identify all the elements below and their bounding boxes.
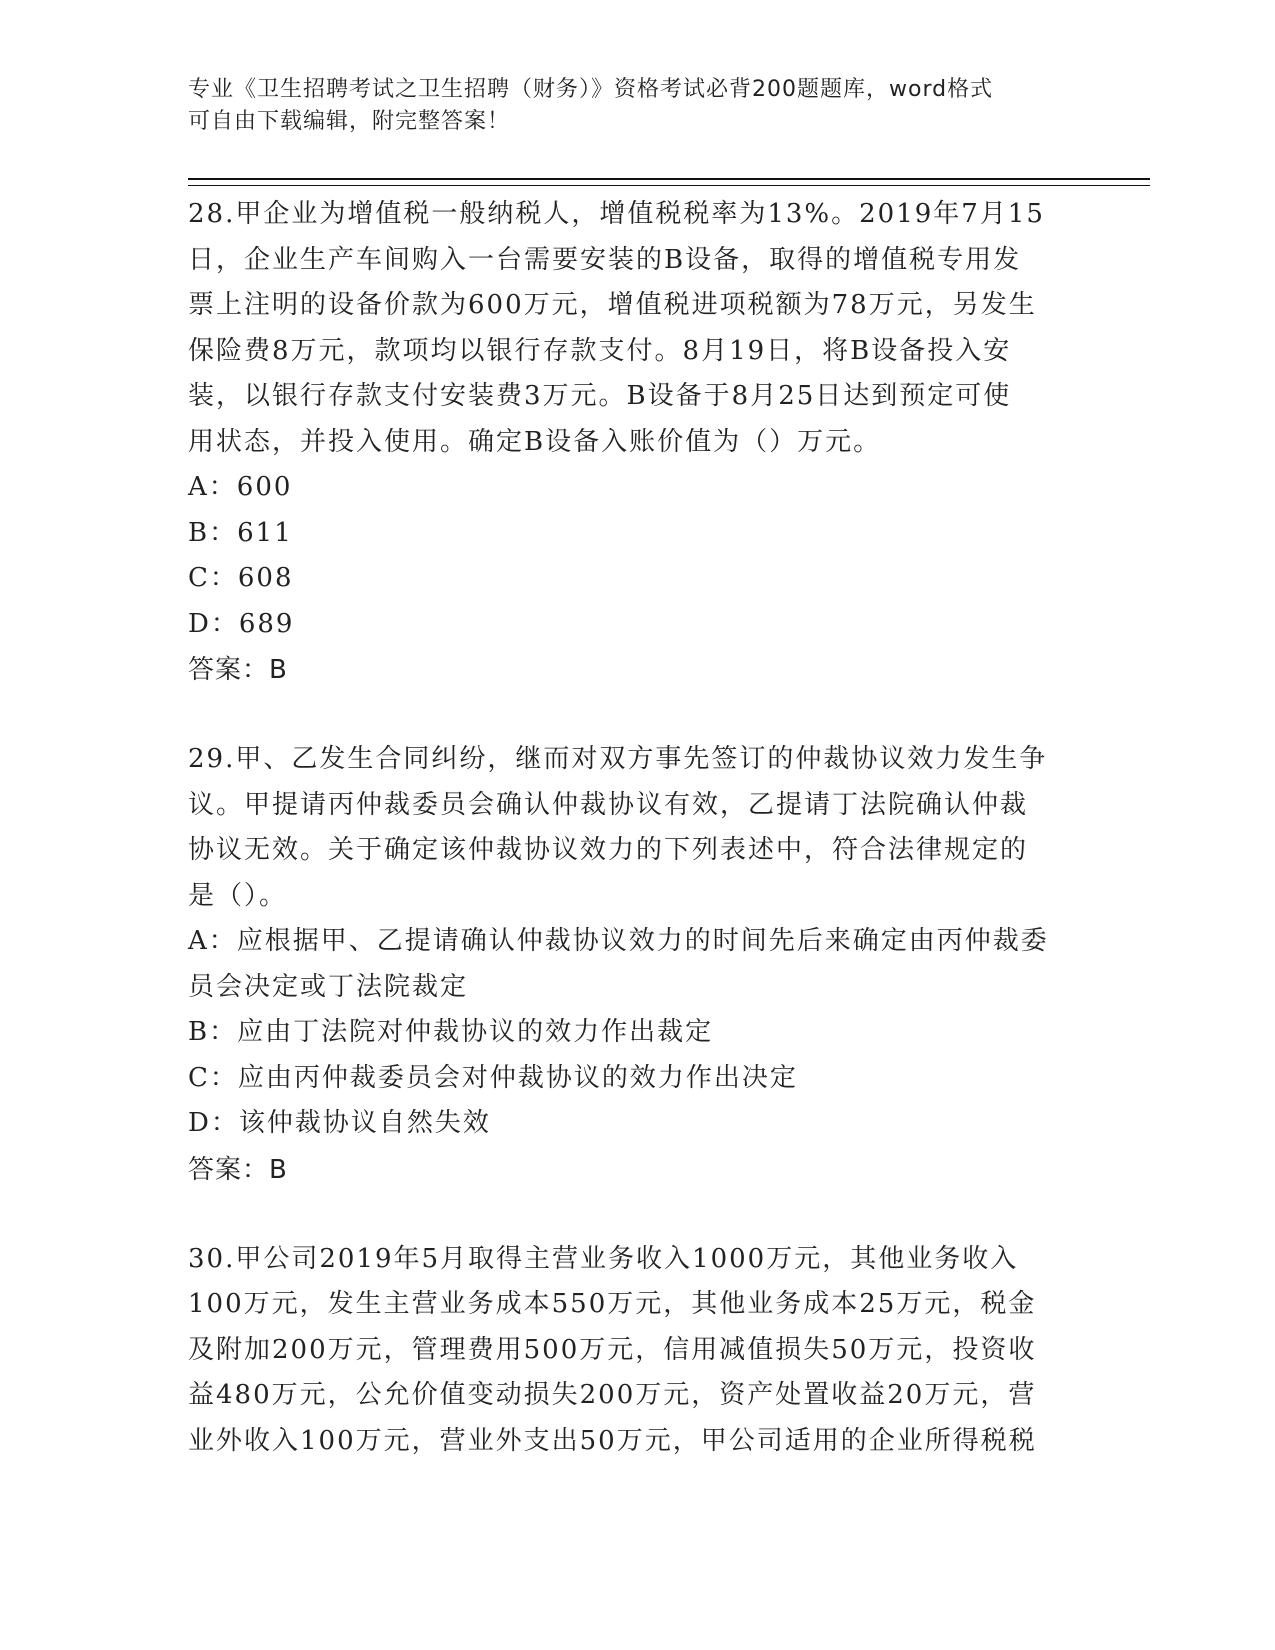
question-30 xyxy=(188,1237,1088,1465)
question-list xyxy=(188,192,1088,1464)
question-text-line: 用状态，并投入使用。确定B设备入账价值为（）万元。 xyxy=(188,426,882,457)
option-d: D：该仲裁协议自然失效 xyxy=(188,1108,491,1138)
question-spacer xyxy=(188,1193,1088,1237)
option-b: B：应由丁法院对仲裁协议的效力作出裁定 xyxy=(188,1017,714,1047)
header-divider-thick xyxy=(188,178,1150,180)
question-text-line: 是（）。 xyxy=(188,880,288,911)
option-d: D：689 xyxy=(188,608,295,639)
question-text-line: 日，企业生产车间购入一台需要安装的B设备，取得的增值税专用发 xyxy=(188,244,1022,275)
option-a: A：600 xyxy=(188,472,293,502)
question-29 xyxy=(188,737,1088,1193)
option-a: A：应根据甲、乙提请确认仲裁协议效力的时间先后来确定由丙仲裁委 xyxy=(188,926,1049,956)
question-spacer xyxy=(188,693,1088,737)
question-28 xyxy=(188,192,1088,693)
header-title-line-1: 专业《卫生招聘考试之卫生招聘（财务）》资格考试必背200题题库，word格式 xyxy=(188,77,994,102)
option-c: C：608 xyxy=(188,563,294,593)
question-text-line: 100万元，发生主营业务成本550万元，其他业务成本25万元，税金 xyxy=(188,1289,1037,1319)
question-text-line: 益480万元，公允价值变动损失200万元，资产处置收益20万元，营 xyxy=(188,1380,1037,1410)
option-a-continued: 员会决定或丁法院裁定 xyxy=(188,971,469,1002)
question-text-line: 业外收入100万元，营业外支出50万元，甲公司适用的企业所得税税 xyxy=(188,1425,1037,1456)
question-text-line: 装，以银行存款支付安装费3万元。B设备于8月25日达到预定可使 xyxy=(188,381,1012,411)
question-text-line: 票上注明的设备价款为600万元，增值税进项税额为78万元，另发生 xyxy=(188,290,1037,320)
question-text-line: 保险费8万元，款项均以银行存款支付。8月19日，将B设备投入安 xyxy=(188,335,1012,366)
question-text-line: 29.甲、乙发生合同纠纷，继而对双方事先签订的仲裁协议效力发生争 xyxy=(188,744,1048,774)
question-text-line: 28.甲企业为增值税一般纳税人，增值税税率为13%。2019年7月15 xyxy=(188,199,1045,229)
answer-line: 答案：B xyxy=(188,655,288,685)
option-c: C：应由丙仲裁委员会对仲裁协议的效力作出决定 xyxy=(188,1062,798,1093)
question-text-line: 及附加200万元，管理费用500万元，信用减值损失50万元，投资收 xyxy=(188,1334,1037,1365)
answer-line: 答案：B xyxy=(188,1154,288,1185)
question-text-line: 30.甲公司2019年5月取得主营业务收入1000万元，其他业务收入 xyxy=(188,1243,1019,1274)
header-divider-thin xyxy=(188,185,1150,186)
option-b: B：611 xyxy=(188,517,293,548)
document-header xyxy=(188,74,1088,138)
header-title-line-2: 可自由下载编辑，附完整答案！ xyxy=(188,109,511,134)
question-text-line: 协议无效。关于确定该仲裁协议效力的下列表述中，符合法律规定的 xyxy=(188,835,1029,865)
question-text-line: 议。甲提请丙仲裁委员会确认仲裁协议有效，乙提请丁法院确认仲裁 xyxy=(188,789,1029,820)
